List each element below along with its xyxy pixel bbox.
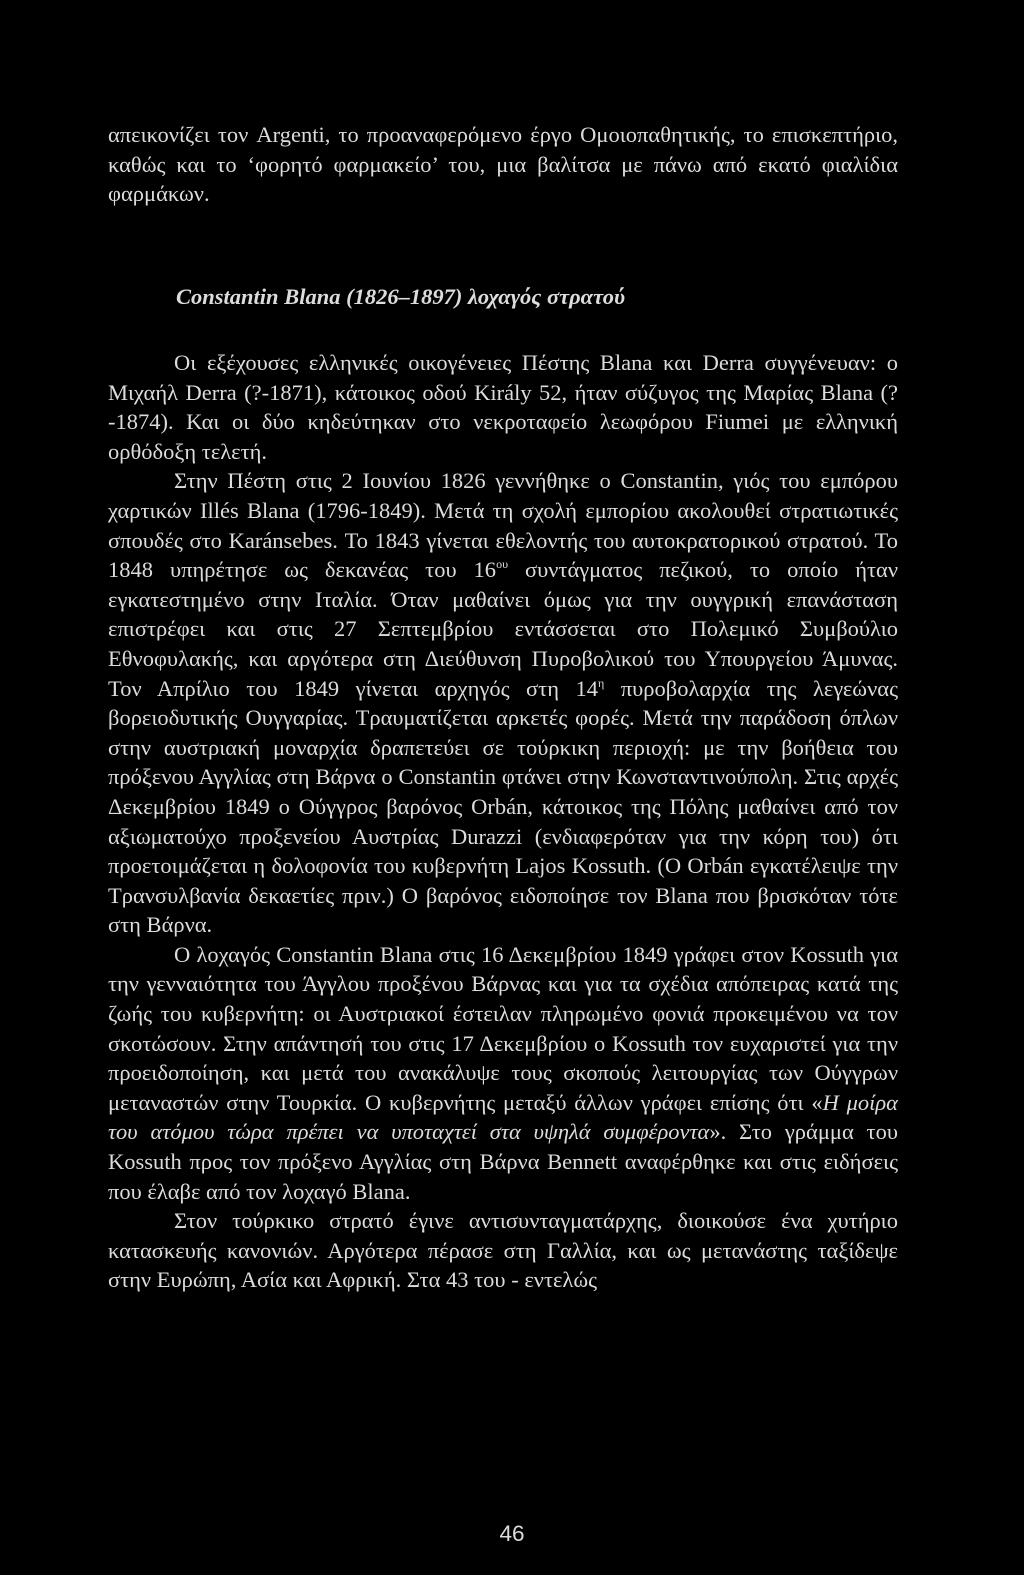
paragraph-biography-part3: πυροβολαρχία της λεγεώνας βορειοδυτικής Ουγγαρίας. Τραυματίζεται αρκετές φορές. Μετά την παράδοση όπλων στην αυστριακή μοναρχία δραπετεύει σε τούρκικη περιοχή: με την βοήθεια του πρόξενου Αγγλίας στη Βάρνα ο Constantin φτάνει στην Κωνσταντινούπολη. Στις αρχές Δεκεμβρίου 1849 ο Ούγγρος βαρόνος Orbán, κάτοικος της Πόλης μαθαίνει από τον αξιωματούχο προξενείου Αυστρίας Durazzi (ενδιαφερόταν για την κόρη του) ότι προετοιμάζεται η δολοφονία του κυβερνήτη Lajos Kossuth. (Ο Orbán εγκατέλειψε την Τρανσυλβανία δεκαετίες πριν.) Ο βαρόνος ειδοποίησε τον Blana που βρισκόταν τότε στη Βάρνα. — [108, 675, 898, 938]
paragraph-letter-part2: ». Στο γράμμα του Kossuth προς τον πρόξενο Αγγλίας στη Βάρνα Bennett αναφέρθηκε και στις ειδήσεις που έλαβε από τον λοχαγό Blana. — [108, 1119, 898, 1204]
ordinal-superscript-2: η — [598, 675, 605, 690]
paragraph-letter-part1: Ο λοχαγός Constantin Blana στις 16 Δεκεμβρίου 1849 γράφει στον Kossuth για την γενναιότητα του Άγγλου προξένου Βάρνας και για τα σχέδια απόπειρας κατά της ζωής του κυβερνήτη: οι Αυστριακοί έστειλαν πληρωμένο φονιά προκειμένου να τον σκοτώσουν. Στην απάντησή του στις 17 Δεκεμβρίου ο Kossuth τον ευχαριστεί για την προειδοποίηση, και μετά του ανακάλυψε τους σκοπούς λειτουργίας των Ούγγρων μεταναστών στην Τουρκία. Ο κυβερνήτης μεταξύ άλλων γράφει επίσης ότι « — [108, 941, 898, 1115]
intro-text: απεικονίζει τον Argenti, το προαναφερόμενο έργο Ομοιοπαθητικής, το επισκεπτήριο, καθώς και το ‘φορητό φαρμακείο’ του, μια βαλίτσα με πάνω από εκατό φιαλίδια φαρμάκων. — [108, 122, 898, 207]
page-number: 46 — [499, 1521, 525, 1546]
paragraph-later-life: Στον τούρκικο στρατό έγινε αντισυνταγματάρχης, διοικούσε ένα χυτήριο κατασκευής κανονιών. Αργότερα πέρασε στη Γαλλία, και ως μετανάστης ταξίδεψε στην Ευρώπη, Ασία και Αφρική. Στα 43 του - εντελώς — [108, 1208, 898, 1293]
body-text — [108, 348, 898, 1295]
paragraph-biography — [108, 466, 898, 940]
paragraph-family: Οι εξέχουσες ελληνικές οικογένειες Πέστης Blana και Derra συγγένευαν: ο Μιχαήλ Derra (?-1871), κάτοικος οδού Király 52, ήταν σύζυγος της Μαρίας Blana (?-1874). Και οι δύο κηδεύτηκαν στο νεκροταφείο λεωφόρου Fiumei με ελληνική ορθόδοξη τελετή. — [108, 350, 898, 464]
paragraph-letter — [108, 940, 898, 1206]
intro-paragraph — [108, 120, 898, 209]
paragraph-biography-part1: Στην Πέστη στις 2 Ιουνίου 1826 γεννήθηκε ο Constantin, γιός του εμπόρου χαρτικών Illés Blana (1796-1849). Μετά τη σχολή εμπορίου ακολουθεί στρατιωτικές σπουδές στο Karánsebes. Το 1843 γίνεται εθελοντής του αυτοκρατορικού στρατού. Το 1848 υπηρέτησε ως δεκανέας του 16 — [108, 468, 898, 583]
ordinal-superscript-1: ου — [496, 557, 509, 572]
paragraph-biography-part2: συντάγματος πεζικού, το οποίο ήταν εγκατεστημένο στην Ιταλία. Όταν μαθαίνει όμως για την ουγγρική επανάσταση επιστρέφει και στις 27 Σεπτεμβρίου εντάσσεται στο Πολεμικό Συμβούλιο Εθνοφυλακής, και αργότερα στη Διεύθυνση Πυροβολικού του Υπουργείου Άμυνας. Τον Απρίλιο του 1849 γίνεται αρχηγός στη 14 — [108, 557, 898, 701]
kossuth-quote: Η μοίρα του ατόμου τώρα πρέπει να υποταχτεί στα υψηλά συμφέροντα — [108, 1089, 898, 1145]
section-heading: Constantin Blana (1826–1897) λοχαγός στρατού — [176, 284, 626, 309]
